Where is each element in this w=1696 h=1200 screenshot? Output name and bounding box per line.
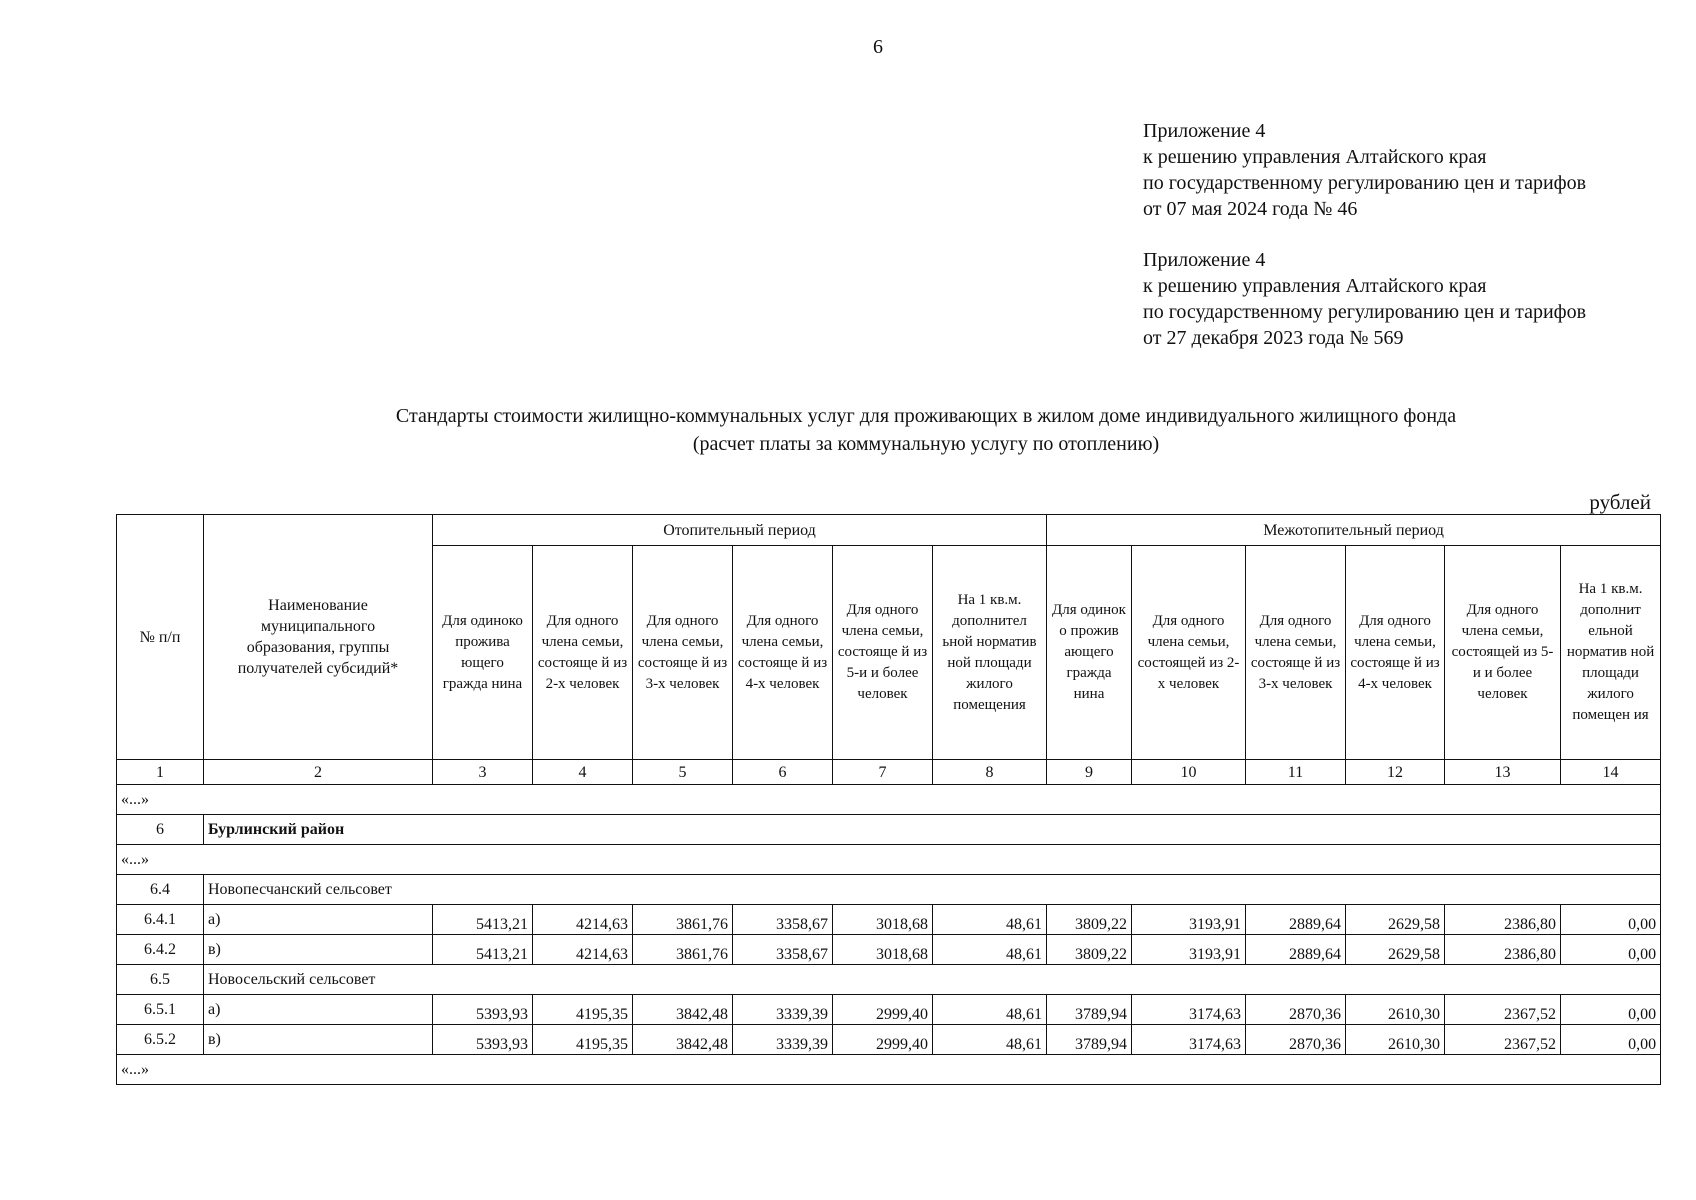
section-code: 6.4 xyxy=(117,875,204,905)
page-number: 6 xyxy=(873,36,883,58)
value-cell: 3174,63 xyxy=(1132,1025,1246,1055)
value-cell: 2889,64 xyxy=(1246,905,1346,935)
column-number: 2 xyxy=(204,760,433,785)
value-cell: 2386,80 xyxy=(1445,905,1561,935)
value-cell: 3339,39 xyxy=(733,1025,833,1055)
column-number: 8 xyxy=(933,760,1047,785)
value-cell: 5413,21 xyxy=(433,935,533,965)
approval-line: по государственному регулированию цен и тарифов xyxy=(1143,172,1587,194)
value-cell: 2610,30 xyxy=(1346,995,1445,1025)
value-cell: 2870,36 xyxy=(1246,995,1346,1025)
value-cell: 48,61 xyxy=(933,905,1047,935)
row-code: 6.4.2 xyxy=(117,935,204,965)
value-cell: 4195,35 xyxy=(533,1025,633,1055)
row-label: в) xyxy=(204,1025,433,1055)
district-code: 6 xyxy=(117,815,204,845)
value-cell: 4195,35 xyxy=(533,995,633,1025)
value-cell: 3018,68 xyxy=(833,905,933,935)
value-cell: 3018,68 xyxy=(833,935,933,965)
ellipsis-row xyxy=(117,1055,1661,1085)
header-heating-col-2: Для одного члена семьи, состояще й из 2-х человек xyxy=(533,546,633,760)
column-number: 6 xyxy=(733,760,833,785)
column-number: 4 xyxy=(533,760,633,785)
row-code: 6.4.1 xyxy=(117,905,204,935)
value-cell: 48,61 xyxy=(933,935,1047,965)
value-cell: 48,61 xyxy=(933,995,1047,1025)
value-cell: 3174,63 xyxy=(1132,995,1246,1025)
column-number: 3 xyxy=(433,760,533,785)
section-row xyxy=(117,965,1661,995)
value-cell: 2999,40 xyxy=(833,995,933,1025)
district-row xyxy=(117,815,1661,845)
header-nonheating-col-4: Для одного члена семьи, состояще й из 4-х человек xyxy=(1346,546,1445,760)
approval-block-previous xyxy=(1143,247,1586,351)
header-municipality: Наименование муниципального образования, группы получателей субсидий* xyxy=(204,515,433,760)
approval-line: от 07 мая 2024 года № 46 xyxy=(1143,198,1358,220)
ellipsis: «...» xyxy=(117,785,1661,815)
header-nonheating-col-5: Для одного члена семьи, состоящей из 5-и и более человек xyxy=(1445,546,1561,760)
ellipsis: «...» xyxy=(117,845,1661,875)
column-number: 13 xyxy=(1445,760,1561,785)
value-cell: 3339,39 xyxy=(733,995,833,1025)
value-cell: 2629,58 xyxy=(1346,935,1445,965)
header-nonheating-col-1: Для одинок о прожив ающего гражда нина xyxy=(1047,546,1132,760)
value-cell: 3789,94 xyxy=(1047,995,1132,1025)
value-cell: 3861,76 xyxy=(633,935,733,965)
title-line-1: Стандарты стоимости жилищно-коммунальных услуг для проживающих в жилом доме индивидуального жилищного фонда xyxy=(395,405,1457,427)
header-nonheating-col-3: Для одного члена семьи, состояще й из 3-х человек xyxy=(1246,546,1346,760)
approval-line: Приложение 4 xyxy=(1143,249,1266,271)
value-cell: 48,61 xyxy=(933,1025,1047,1055)
approval-block-current xyxy=(1143,118,1586,222)
row-label: а) xyxy=(204,995,433,1025)
title-line-2: (расчет платы за коммунальную услугу по отоплению) xyxy=(692,433,1160,455)
value-cell: 3789,94 xyxy=(1047,1025,1132,1055)
tariff-table xyxy=(116,514,1661,1085)
value-cell: 4214,63 xyxy=(533,905,633,935)
column-number: 12 xyxy=(1346,760,1445,785)
header-number: № п/п xyxy=(117,515,204,760)
header-heating-col-5: Для одного члена семьи, состояще й из 5-и и более человек xyxy=(833,546,933,760)
column-number: 14 xyxy=(1561,760,1661,785)
value-cell: 3842,48 xyxy=(633,995,733,1025)
column-number: 5 xyxy=(633,760,733,785)
value-cell: 0,00 xyxy=(1561,1025,1661,1055)
unit-label: рублей xyxy=(1589,490,1651,514)
approval-line: Приложение 4 xyxy=(1143,120,1266,142)
value-cell: 2889,64 xyxy=(1246,935,1346,965)
district-name: Бурлинский район xyxy=(204,815,1661,845)
section-code: 6.5 xyxy=(117,965,204,995)
approval-line: от 27 декабря 2023 года № 569 xyxy=(1143,327,1404,349)
value-cell: 3358,67 xyxy=(733,905,833,935)
table-row xyxy=(117,905,1661,935)
header-heating-col-1: Для одиноко прожива ющего гражда нина xyxy=(433,546,533,760)
table-row xyxy=(117,1025,1661,1055)
table-row xyxy=(117,995,1661,1025)
row-code: 6.5.1 xyxy=(117,995,204,1025)
section-name: Новосельский сельсовет xyxy=(204,965,1661,995)
value-cell: 5393,93 xyxy=(433,995,533,1025)
row-label: а) xyxy=(204,905,433,935)
column-number: 10 xyxy=(1132,760,1246,785)
header-nonheating-col-2: Для одного члена семьи, состоящей из 2-х человек xyxy=(1132,546,1246,760)
column-number: 1 xyxy=(117,760,204,785)
value-cell: 3193,91 xyxy=(1132,905,1246,935)
value-cell: 3809,22 xyxy=(1047,905,1132,935)
value-cell: 3809,22 xyxy=(1047,935,1132,965)
value-cell: 2870,36 xyxy=(1246,1025,1346,1055)
header-nonheating-col-6: На 1 кв.м. дополнит ельной норматив ной площади жилого помещен ия xyxy=(1561,546,1661,760)
value-cell: 3358,67 xyxy=(733,935,833,965)
value-cell: 2367,52 xyxy=(1445,1025,1561,1055)
row-label: в) xyxy=(204,935,433,965)
value-cell: 0,00 xyxy=(1561,905,1661,935)
column-number: 9 xyxy=(1047,760,1132,785)
approval-line: к решению управления Алтайского края xyxy=(1143,146,1487,168)
value-cell: 2367,52 xyxy=(1445,995,1561,1025)
header-heating-col-6: На 1 кв.м. дополнител ьной норматив ной площади жилого помещения xyxy=(933,546,1047,760)
value-cell: 2386,80 xyxy=(1445,935,1561,965)
header-nonheating-period: Межотопительный период xyxy=(1047,515,1661,546)
header-heating-col-4: Для одного члена семьи, состояще й из 4-х человек xyxy=(733,546,833,760)
value-cell: 4214,63 xyxy=(533,935,633,965)
table-row xyxy=(117,935,1661,965)
row-code: 6.5.2 xyxy=(117,1025,204,1055)
approval-line: к решению управления Алтайского края xyxy=(1143,275,1487,297)
value-cell: 3193,91 xyxy=(1132,935,1246,965)
column-number: 7 xyxy=(833,760,933,785)
header-heating-period: Отопительный период xyxy=(433,515,1047,546)
ellipsis: «...» xyxy=(117,1055,1661,1085)
section-name: Новопесчанский сельсовет xyxy=(204,875,1661,905)
section-row xyxy=(117,875,1661,905)
value-cell: 0,00 xyxy=(1561,935,1661,965)
value-cell: 2610,30 xyxy=(1346,1025,1445,1055)
value-cell: 2999,40 xyxy=(833,1025,933,1055)
value-cell: 3861,76 xyxy=(633,905,733,935)
ellipsis-row xyxy=(117,845,1661,875)
document-title xyxy=(116,402,1696,458)
column-number: 11 xyxy=(1246,760,1346,785)
value-cell: 2629,58 xyxy=(1346,905,1445,935)
header-heating-col-3: Для одного члена семьи, состояще й из 3-х человек xyxy=(633,546,733,760)
ellipsis-row xyxy=(117,785,1661,815)
value-cell: 5413,21 xyxy=(433,905,533,935)
approval-line: по государственному регулированию цен и тарифов xyxy=(1143,301,1587,323)
value-cell: 5393,93 xyxy=(433,1025,533,1055)
value-cell: 0,00 xyxy=(1561,995,1661,1025)
value-cell: 3842,48 xyxy=(633,1025,733,1055)
